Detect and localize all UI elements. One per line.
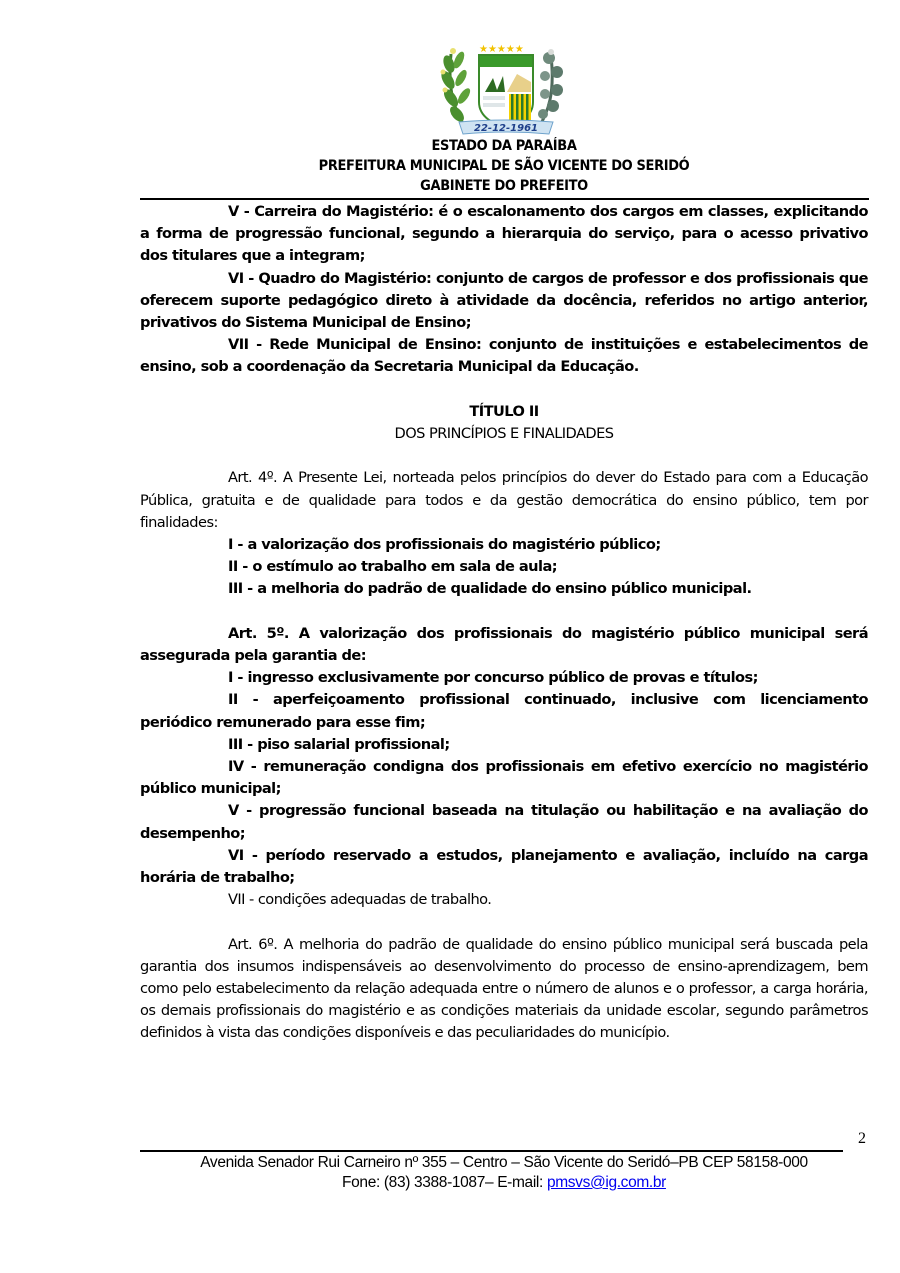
article-5: Art. 5º. A valorização dos profissionais do magistério público municipal será assegurada pela garantia de:: [140, 624, 868, 665]
spacer: [140, 379, 868, 401]
email-link[interactable]: pmsvs@ig.com.br: [546, 1174, 666, 1191]
definition-item-vii: VII - Rede Municipal de Ensino: conjunto de instituições e estabelecimentos de ensino, sob a coordenação da Secretaria Municipal da Educação.: [140, 336, 868, 376]
footer-divider: [140, 1150, 843, 1152]
laurel-branch-left: [439, 48, 473, 130]
article-4-item: II - o estímulo ao trabalho em sala de aula;: [228, 558, 558, 576]
document-header: [165, 136, 842, 196]
shield: [479, 55, 533, 128]
title-heading: TÍTULO II: [469, 402, 539, 420]
document-body: [140, 201, 868, 1045]
article-6: Art. 6º. A melhoria do padrão de qualidade do ensino público municipal será buscada pela garantia dos insumos indispensáveis ao desenvolvimento do processo de ensino-aprendizagem, bem como pelo estabelecimento da relação adequada entre o número de alunos e o professor, a carga horária, os demais profissionais do magistério e as condições materiais da unidade escolar, segundo parâmetros definidos à vista das condições disponíveis e das peculiaridades do município.: [140, 935, 868, 1042]
article-4-item: I - a valorização dos profissionais do magistério público;: [228, 536, 661, 554]
document-footer: [140, 1153, 868, 1193]
title-subheading: DOS PRINCÍPIOS E FINALIDADES: [394, 425, 614, 443]
ribbon-date: 22-12-1961: [474, 123, 538, 134]
footer-contact: [140, 1173, 868, 1193]
coat-of-arms-icon: [437, 42, 567, 137]
spacer: [140, 911, 868, 933]
article-5-item: II - aperfeiçoamento profissional continuado, inclusive com licenciamento periódico remunerado para esse fim;: [140, 691, 868, 731]
footer-phone: Fone: (83) 3388-1087– E-mail:: [342, 1174, 547, 1191]
stars: [479, 44, 524, 55]
header-divider: [140, 198, 869, 200]
article-5-item: V - progressão funcional baseada na titulação ou habilitação e na avaliação do desempenho;: [140, 802, 868, 842]
page-number: 2: [858, 1130, 866, 1147]
spacer: [140, 445, 868, 467]
article-5-item: I - ingresso exclusivamente por concurso público de provas e títulos;: [228, 669, 758, 687]
date-ribbon: [459, 120, 553, 134]
header-state: ESTADO DA PARAÍBA: [431, 138, 577, 154]
cotton-branch-right: [537, 49, 563, 130]
svg-text:★★★★★: ★★★★★: [479, 44, 524, 55]
article-4-item: III - a melhoria do padrão de qualidade do ensino público municipal.: [228, 580, 752, 598]
article-5-item: IV - remuneração condigna dos profissionais em efetivo exercício no magistério público municipal;: [140, 758, 868, 798]
article-5-item: III - piso salarial profissional;: [228, 735, 450, 753]
header-municipality: PREFEITURA MUNICIPAL DE SÃO VICENTE DO SERIDÓ: [318, 158, 690, 174]
article-5-item: VI - período reservado a estudos, planejamento e avaliação, incluído na carga horária de trabalho;: [140, 846, 868, 887]
header-office: GABINETE DO PREFEITO: [420, 178, 588, 194]
definition-item-vi: VI - Quadro do Magistério: conjunto de cargos de professor e dos profissionais que oferecem suporte pedagógico direto à atividade da docência, referidos no artigo anterior, privativos do Sistema Municipal de Ensino;: [140, 269, 868, 332]
footer-address: Avenida Senador Rui Carneiro nº 355 – Centro – São Vicente do Seridó–PB CEP 58158-000: [200, 1154, 808, 1171]
spacer: [140, 601, 868, 623]
definition-item-v: V - Carreira do Magistério: é o escalonamento dos cargos em classes, explicitando a forma de progressão funcional, segundo a hierarquia do serviço, para o acesso privativo dos titulares que a integram;: [140, 203, 868, 265]
article-4: Art. 4º. A Presente Lei, norteada pelos princípios do dever do Estado para com a Educação Pública, gratuita e de qualidade para todos e da gestão democrática do ensino público, tem por finalidades:: [140, 469, 868, 531]
article-5-item: VII - condições adequadas de trabalho.: [228, 891, 492, 909]
